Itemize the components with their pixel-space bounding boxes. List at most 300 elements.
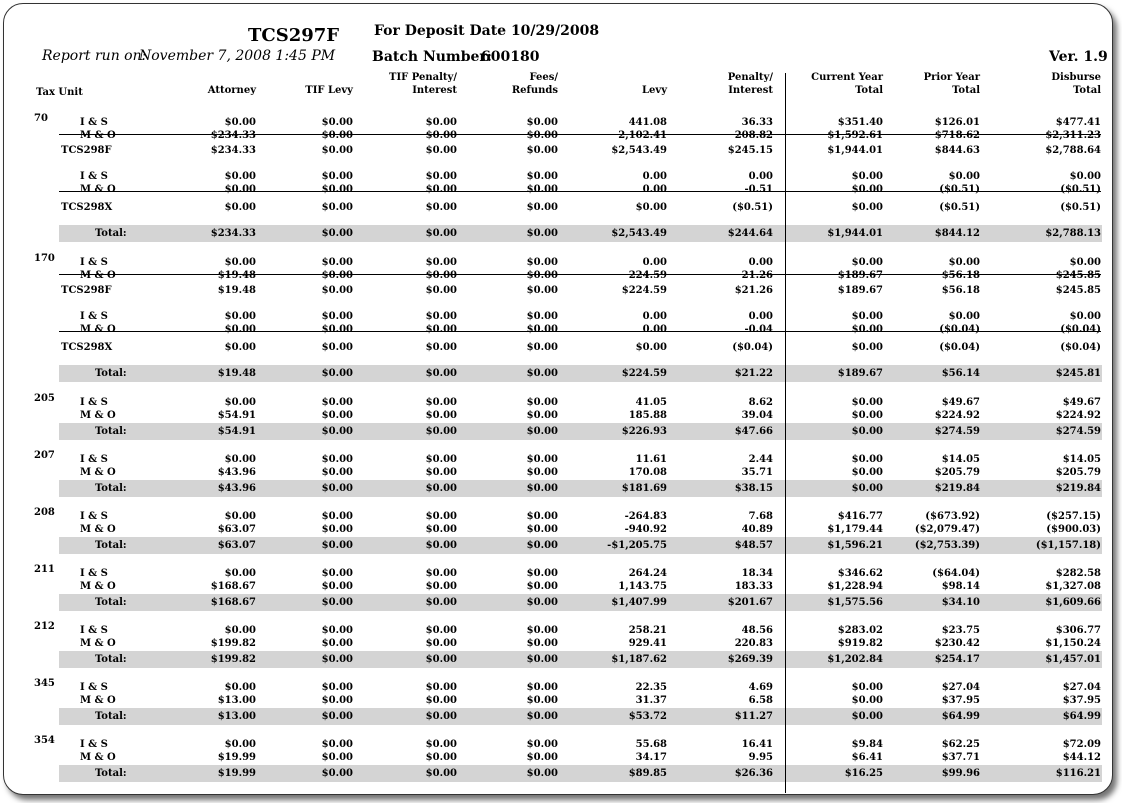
total-row-label: Total: bbox=[95, 368, 127, 379]
table-cell: $0.00 bbox=[526, 597, 558, 608]
table-cell: $0.00 bbox=[526, 739, 558, 750]
table-cell: $0.00 bbox=[526, 711, 558, 722]
table-cell: $0.00 bbox=[321, 739, 353, 750]
table-cell: ($0.51) bbox=[939, 183, 980, 195]
table-cell: $1,407.99 bbox=[611, 597, 667, 608]
table-cell: $0.00 bbox=[321, 466, 353, 478]
table-cell: $21.22 bbox=[734, 368, 773, 379]
table-cell: $0.00 bbox=[321, 409, 353, 421]
table-cell: $0.00 bbox=[526, 323, 558, 335]
table-cell: $0.00 bbox=[851, 257, 883, 268]
table-cell: $116.21 bbox=[1055, 768, 1101, 779]
table-cell: $0.00 bbox=[425, 311, 457, 322]
table-cell: $0.00 bbox=[425, 625, 457, 636]
table-cell: $0.00 bbox=[321, 257, 353, 268]
table-row-label: I & S bbox=[80, 171, 108, 182]
table-cell: 6.58 bbox=[748, 694, 773, 706]
total-row-label: Total: bbox=[95, 654, 127, 665]
table-cell: $0.00 bbox=[526, 145, 558, 156]
table-cell: $416.77 bbox=[837, 511, 883, 522]
table-cell: $19.99 bbox=[217, 768, 256, 779]
table-cell: $0.00 bbox=[851, 323, 883, 335]
table-cell: $0.00 bbox=[526, 285, 558, 296]
table-cell: $0.00 bbox=[321, 694, 353, 706]
table-cell: $1,457.01 bbox=[1045, 654, 1101, 665]
table-cell: $0.00 bbox=[526, 682, 558, 693]
table-cell: $49.67 bbox=[941, 397, 980, 408]
table-cell: $0.00 bbox=[321, 568, 353, 579]
table-cell: 224.59 bbox=[628, 269, 667, 281]
table-cell: $11.27 bbox=[734, 711, 773, 722]
table-cell: ($0.51) bbox=[939, 202, 980, 213]
table-cell: $0.00 bbox=[526, 466, 558, 478]
table-cell: $26.36 bbox=[734, 768, 773, 779]
table-cell: $234.33 bbox=[210, 228, 256, 239]
table-cell: $0.00 bbox=[851, 183, 883, 195]
table-cell: $0.00 bbox=[321, 637, 353, 649]
table-cell: $0.00 bbox=[321, 682, 353, 693]
table-cell: $0.00 bbox=[321, 311, 353, 322]
column-header: Disburse bbox=[1051, 72, 1101, 83]
table-row-label: M & O bbox=[80, 637, 116, 649]
table-cell: 0.00 bbox=[642, 171, 667, 182]
table-cell: $37.95 bbox=[941, 694, 980, 706]
table-cell: $126.01 bbox=[934, 117, 980, 128]
table-row-label: I & S bbox=[80, 397, 108, 408]
table-row-label: M & O bbox=[80, 751, 116, 763]
table-cell: $219.84 bbox=[1055, 483, 1101, 494]
table-cell: $0.00 bbox=[321, 654, 353, 665]
table-cell: $1,187.62 bbox=[611, 654, 667, 665]
table-cell: $0.00 bbox=[425, 117, 457, 128]
table-cell: $64.99 bbox=[941, 711, 980, 722]
table-cell: $1,202.84 bbox=[827, 654, 883, 665]
table-cell: 22.35 bbox=[635, 682, 667, 693]
table-cell: $0.00 bbox=[224, 342, 256, 353]
table-cell: $0.00 bbox=[425, 580, 457, 592]
table-cell: $0.00 bbox=[851, 171, 883, 182]
table-cell: $0.00 bbox=[526, 540, 558, 551]
tax-unit-id: 170 bbox=[34, 253, 55, 264]
table-cell: $0.00 bbox=[321, 171, 353, 182]
table-cell: $0.00 bbox=[425, 654, 457, 665]
table-cell: $2,543.49 bbox=[611, 145, 667, 156]
table-cell: 40.89 bbox=[741, 523, 773, 535]
table-cell: $0.00 bbox=[224, 311, 256, 322]
table-cell: 18.34 bbox=[741, 568, 773, 579]
table-cell: $0.00 bbox=[526, 625, 558, 636]
table-cell: $0.00 bbox=[224, 625, 256, 636]
table-cell: $98.14 bbox=[941, 580, 980, 592]
table-cell: $201.67 bbox=[727, 597, 773, 608]
table-cell: 185.88 bbox=[628, 409, 667, 421]
table-cell: $274.59 bbox=[1055, 426, 1101, 437]
table-cell: $0.00 bbox=[526, 257, 558, 268]
table-cell: $0.00 bbox=[526, 183, 558, 195]
table-cell: 55.68 bbox=[635, 739, 667, 750]
table-cell: 36.33 bbox=[741, 117, 773, 128]
table-row-label: M & O bbox=[80, 523, 116, 535]
table-cell: $0.00 bbox=[425, 183, 457, 195]
table-cell: $919.82 bbox=[837, 637, 883, 649]
table-cell: $0.00 bbox=[425, 739, 457, 750]
tax-unit-id: 70 bbox=[34, 113, 48, 124]
table-cell: $245.15 bbox=[727, 145, 773, 156]
table-cell: $2,311.23 bbox=[1045, 129, 1101, 141]
total-row-label: Total: bbox=[95, 597, 127, 608]
table-cell: 264.24 bbox=[628, 568, 667, 579]
summary-row-label: TCS298F bbox=[61, 285, 112, 296]
table-cell: ($2,753.39) bbox=[914, 540, 980, 551]
table-cell: 39.04 bbox=[741, 409, 773, 421]
table-cell: 0.00 bbox=[642, 323, 667, 335]
table-cell: $0.00 bbox=[851, 466, 883, 478]
summary-row-label: TCS298F bbox=[61, 145, 112, 156]
table-cell: $0.00 bbox=[224, 202, 256, 213]
table-cell: $23.75 bbox=[941, 625, 980, 636]
deposit-date: For Deposit Date 10/29/2008 bbox=[374, 23, 600, 39]
tax-unit-id: 345 bbox=[34, 678, 55, 689]
table-cell: $1,944.01 bbox=[827, 228, 883, 239]
table-cell: $181.69 bbox=[621, 483, 667, 494]
table-cell: $27.04 bbox=[941, 682, 980, 693]
table-row-label: M & O bbox=[80, 269, 116, 281]
table-cell: $0.00 bbox=[851, 409, 883, 421]
table-cell: 4.69 bbox=[748, 682, 773, 693]
column-header: Total bbox=[1073, 85, 1101, 96]
table-cell: $0.00 bbox=[224, 171, 256, 182]
table-cell: $43.96 bbox=[217, 483, 256, 494]
table-row-label: I & S bbox=[80, 117, 108, 128]
table-cell: $21.26 bbox=[734, 285, 773, 296]
table-cell: $477.41 bbox=[1055, 117, 1101, 128]
table-cell: $224.59 bbox=[621, 368, 667, 379]
table-row-label: M & O bbox=[80, 129, 116, 141]
column-header: Penalty/ bbox=[727, 72, 773, 83]
table-cell: 7.68 bbox=[748, 511, 773, 522]
table-cell: $0.00 bbox=[425, 426, 457, 437]
table-cell: $99.96 bbox=[941, 768, 980, 779]
table-cell: ($2,079.47) bbox=[914, 523, 980, 535]
table-cell: $47.66 bbox=[734, 426, 773, 437]
table-cell: $0.00 bbox=[224, 739, 256, 750]
table-cell: $0.00 bbox=[224, 323, 256, 335]
table-cell: $53.72 bbox=[628, 711, 667, 722]
table-cell: $844.63 bbox=[934, 145, 980, 156]
table-cell: $13.00 bbox=[217, 711, 256, 722]
column-header: Current Year bbox=[811, 72, 883, 83]
table-cell: ($0.51) bbox=[1060, 202, 1101, 213]
table-cell: 170.08 bbox=[628, 466, 667, 478]
table-cell: $230.42 bbox=[934, 637, 980, 649]
table-cell: $0.00 bbox=[526, 202, 558, 213]
table-cell: $0.00 bbox=[425, 285, 457, 296]
table-row-label: M & O bbox=[80, 466, 116, 478]
table-cell: $56.14 bbox=[941, 368, 980, 379]
table-cell: 929.41 bbox=[628, 637, 667, 649]
column-header: Total bbox=[952, 85, 980, 96]
table-cell: $1,944.01 bbox=[827, 145, 883, 156]
table-cell: $0.00 bbox=[1069, 257, 1101, 268]
table-cell: $0.00 bbox=[321, 397, 353, 408]
total-row-label: Total: bbox=[95, 228, 127, 239]
table-cell: $0.00 bbox=[425, 540, 457, 551]
tax-unit-id: 207 bbox=[34, 450, 55, 461]
table-cell: $0.00 bbox=[635, 342, 667, 353]
table-cell: $9.84 bbox=[851, 739, 883, 750]
column-header: Attorney bbox=[207, 85, 256, 96]
table-cell: $0.00 bbox=[851, 311, 883, 322]
table-cell: ($1,157.18) bbox=[1035, 540, 1101, 551]
table-cell: $0.00 bbox=[526, 483, 558, 494]
table-cell: ($0.51) bbox=[1060, 183, 1101, 195]
table-cell: $0.00 bbox=[321, 711, 353, 722]
tax-unit-id: 208 bbox=[34, 507, 55, 518]
table-cell: $0.00 bbox=[224, 117, 256, 128]
table-cell: 208.82 bbox=[734, 129, 773, 141]
table-cell: 2.44 bbox=[748, 454, 773, 465]
table-cell: $0.00 bbox=[425, 751, 457, 763]
table-cell: $0.00 bbox=[321, 129, 353, 141]
table-cell: $0.00 bbox=[321, 145, 353, 156]
table-cell: $56.18 bbox=[941, 285, 980, 296]
table-cell: -0.51 bbox=[744, 183, 773, 195]
table-cell: $0.00 bbox=[526, 568, 558, 579]
report-run-value: November 7, 2008 1:45 PM bbox=[139, 48, 336, 64]
table-cell: $0.00 bbox=[224, 454, 256, 465]
table-cell: $0.00 bbox=[526, 654, 558, 665]
table-cell: $0.00 bbox=[526, 511, 558, 522]
table-cell: $0.00 bbox=[425, 637, 457, 649]
table-cell: $0.00 bbox=[425, 368, 457, 379]
table-cell: ($0.51) bbox=[732, 202, 773, 213]
table-cell: 21.26 bbox=[741, 269, 773, 281]
table-cell: 11.61 bbox=[635, 454, 667, 465]
table-cell: $0.00 bbox=[948, 171, 980, 182]
table-cell: $0.00 bbox=[321, 183, 353, 195]
table-cell: $16.25 bbox=[844, 768, 883, 779]
table-cell: $0.00 bbox=[425, 228, 457, 239]
table-row-label: M & O bbox=[80, 323, 116, 335]
table-cell: 8.62 bbox=[748, 397, 773, 408]
table-cell: $245.85 bbox=[1055, 269, 1101, 281]
tax-unit-id: 354 bbox=[34, 735, 55, 746]
table-cell: $0.00 bbox=[321, 228, 353, 239]
table-cell: $0.00 bbox=[224, 682, 256, 693]
table-cell: $189.67 bbox=[837, 269, 883, 281]
column-header: Prior Year bbox=[923, 72, 980, 83]
table-cell: $1,327.08 bbox=[1045, 580, 1101, 592]
table-cell: $0.00 bbox=[526, 580, 558, 592]
table-cell: $245.81 bbox=[1055, 368, 1101, 379]
table-cell: $0.00 bbox=[425, 145, 457, 156]
table-cell: $0.00 bbox=[321, 426, 353, 437]
table-cell: $234.33 bbox=[210, 145, 256, 156]
table-cell: $351.40 bbox=[837, 117, 883, 128]
table-cell: $199.82 bbox=[210, 654, 256, 665]
table-row-label: M & O bbox=[80, 580, 116, 592]
table-row-label: I & S bbox=[80, 682, 108, 693]
total-row-label: Total: bbox=[95, 768, 127, 779]
table-cell: $0.00 bbox=[321, 625, 353, 636]
table-cell: $27.04 bbox=[1062, 682, 1101, 693]
table-cell: 0.00 bbox=[748, 257, 773, 268]
table-cell: -940.92 bbox=[624, 523, 667, 535]
table-cell: $219.84 bbox=[934, 483, 980, 494]
table-cell: $54.91 bbox=[217, 409, 256, 421]
column-header: Interest bbox=[728, 85, 773, 96]
table-cell: $0.00 bbox=[526, 368, 558, 379]
table-cell: $718.62 bbox=[934, 129, 980, 141]
table-cell: $226.93 bbox=[621, 426, 667, 437]
table-cell: $0.00 bbox=[425, 682, 457, 693]
table-cell: $34.10 bbox=[941, 597, 980, 608]
table-cell: 9.95 bbox=[748, 751, 773, 763]
table-cell: $0.00 bbox=[321, 523, 353, 535]
table-row-label: I & S bbox=[80, 311, 108, 322]
table-cell: $14.05 bbox=[1062, 454, 1101, 465]
table-cell: 0.00 bbox=[748, 171, 773, 182]
table-cell: 0.00 bbox=[642, 183, 667, 195]
table-row-label: M & O bbox=[80, 409, 116, 421]
table-cell: $0.00 bbox=[321, 202, 353, 213]
table-row-label: I & S bbox=[80, 257, 108, 268]
table-cell: $1,575.56 bbox=[827, 597, 883, 608]
table-cell: $44.12 bbox=[1062, 751, 1101, 763]
table-cell: $0.00 bbox=[851, 454, 883, 465]
table-cell: $0.00 bbox=[224, 511, 256, 522]
column-header: Total bbox=[855, 85, 883, 96]
table-cell: $0.00 bbox=[425, 323, 457, 335]
table-cell: $0.00 bbox=[224, 568, 256, 579]
table-row-label: M & O bbox=[80, 694, 116, 706]
row-separator bbox=[59, 274, 1101, 275]
table-row-label: I & S bbox=[80, 454, 108, 465]
table-cell: $0.00 bbox=[224, 397, 256, 408]
table-cell: $0.00 bbox=[224, 183, 256, 195]
table-cell: 441.08 bbox=[628, 117, 667, 128]
table-cell: ($0.04) bbox=[1060, 323, 1101, 335]
table-cell: $56.18 bbox=[941, 269, 980, 281]
table-cell: $0.00 bbox=[321, 751, 353, 763]
table-cell: $282.58 bbox=[1055, 568, 1101, 579]
tax-unit-id: 212 bbox=[34, 621, 55, 632]
table-cell: 16.41 bbox=[741, 739, 773, 750]
table-cell: $1,609.66 bbox=[1045, 597, 1101, 608]
column-header: Levy bbox=[641, 85, 667, 96]
table-cell: $0.00 bbox=[425, 129, 457, 141]
table-cell: ($0.04) bbox=[939, 342, 980, 353]
table-cell: $254.17 bbox=[934, 654, 980, 665]
table-cell: $0.00 bbox=[425, 409, 457, 421]
table-cell: $0.00 bbox=[224, 257, 256, 268]
table-row-label: I & S bbox=[80, 625, 108, 636]
table-cell: $0.00 bbox=[851, 202, 883, 213]
table-cell: $1,228.94 bbox=[827, 580, 883, 592]
row-separator bbox=[59, 331, 1101, 332]
table-cell: $37.95 bbox=[1062, 694, 1101, 706]
table-cell: $0.00 bbox=[526, 342, 558, 353]
table-cell: ($257.15) bbox=[1046, 511, 1101, 522]
row-separator bbox=[59, 191, 1101, 192]
tax-unit-id: 205 bbox=[34, 393, 55, 404]
table-cell: $0.00 bbox=[425, 568, 457, 579]
table-cell: $13.00 bbox=[217, 694, 256, 706]
table-cell: $38.15 bbox=[734, 483, 773, 494]
table-cell: $0.00 bbox=[425, 711, 457, 722]
total-row-label: Total: bbox=[95, 483, 127, 494]
table-cell: 2,102.41 bbox=[618, 129, 667, 141]
table-row-label: I & S bbox=[80, 568, 108, 579]
table-cell: $0.00 bbox=[526, 269, 558, 281]
table-cell: 258.21 bbox=[628, 625, 667, 636]
table-cell: $224.59 bbox=[621, 285, 667, 296]
table-cell: $0.00 bbox=[425, 342, 457, 353]
table-cell: $1,592.61 bbox=[827, 129, 883, 141]
table-row-label: I & S bbox=[80, 739, 108, 750]
table-cell: -$1,205.75 bbox=[607, 540, 667, 551]
column-header: Fees/ bbox=[529, 72, 558, 83]
version-label: Ver. 1.9 bbox=[1049, 49, 1108, 65]
table-cell: $48.57 bbox=[734, 540, 773, 551]
table-cell: $0.00 bbox=[425, 466, 457, 478]
table-cell: $89.85 bbox=[628, 768, 667, 779]
table-cell: $0.00 bbox=[526, 409, 558, 421]
table-cell: $0.00 bbox=[526, 426, 558, 437]
batch-number: 600180 bbox=[481, 49, 540, 65]
table-cell: $306.77 bbox=[1055, 625, 1101, 636]
table-cell: $0.00 bbox=[851, 682, 883, 693]
table-cell: $0.00 bbox=[321, 540, 353, 551]
table-cell: 48.56 bbox=[741, 625, 773, 636]
table-cell: $0.00 bbox=[321, 454, 353, 465]
table-cell: ($0.04) bbox=[939, 323, 980, 335]
table-cell: $224.92 bbox=[934, 409, 980, 421]
summary-row-label: TCS298X bbox=[61, 342, 113, 353]
table-cell: $43.96 bbox=[217, 466, 256, 478]
table-cell: $0.00 bbox=[321, 580, 353, 592]
table-cell: $72.09 bbox=[1062, 739, 1101, 750]
table-cell: $37.71 bbox=[941, 751, 980, 763]
table-cell: $0.00 bbox=[526, 523, 558, 535]
table-cell: $168.67 bbox=[210, 597, 256, 608]
table-cell: $1,150.24 bbox=[1045, 637, 1101, 649]
table-cell: $0.00 bbox=[425, 171, 457, 182]
table-cell: $19.48 bbox=[217, 269, 256, 281]
table-cell: $63.07 bbox=[217, 523, 256, 535]
table-cell: $0.00 bbox=[321, 511, 353, 522]
table-cell: $269.39 bbox=[727, 654, 773, 665]
table-cell: $0.00 bbox=[321, 285, 353, 296]
column-divider bbox=[785, 73, 786, 793]
table-cell: $0.00 bbox=[526, 751, 558, 763]
table-cell: 0.00 bbox=[642, 311, 667, 322]
table-cell: $0.00 bbox=[851, 694, 883, 706]
table-cell: $0.00 bbox=[425, 397, 457, 408]
table-cell: $0.00 bbox=[321, 483, 353, 494]
table-cell: $0.00 bbox=[526, 117, 558, 128]
table-cell: $0.00 bbox=[425, 511, 457, 522]
table-cell: $0.00 bbox=[635, 202, 667, 213]
table-cell: $1,596.21 bbox=[827, 540, 883, 551]
table-cell: $62.25 bbox=[941, 739, 980, 750]
total-row-label: Total: bbox=[95, 426, 127, 437]
table-cell: 183.33 bbox=[734, 580, 773, 592]
row-separator bbox=[59, 134, 1101, 135]
table-cell: $0.00 bbox=[526, 311, 558, 322]
table-cell: $0.00 bbox=[526, 694, 558, 706]
table-cell: $0.00 bbox=[425, 257, 457, 268]
